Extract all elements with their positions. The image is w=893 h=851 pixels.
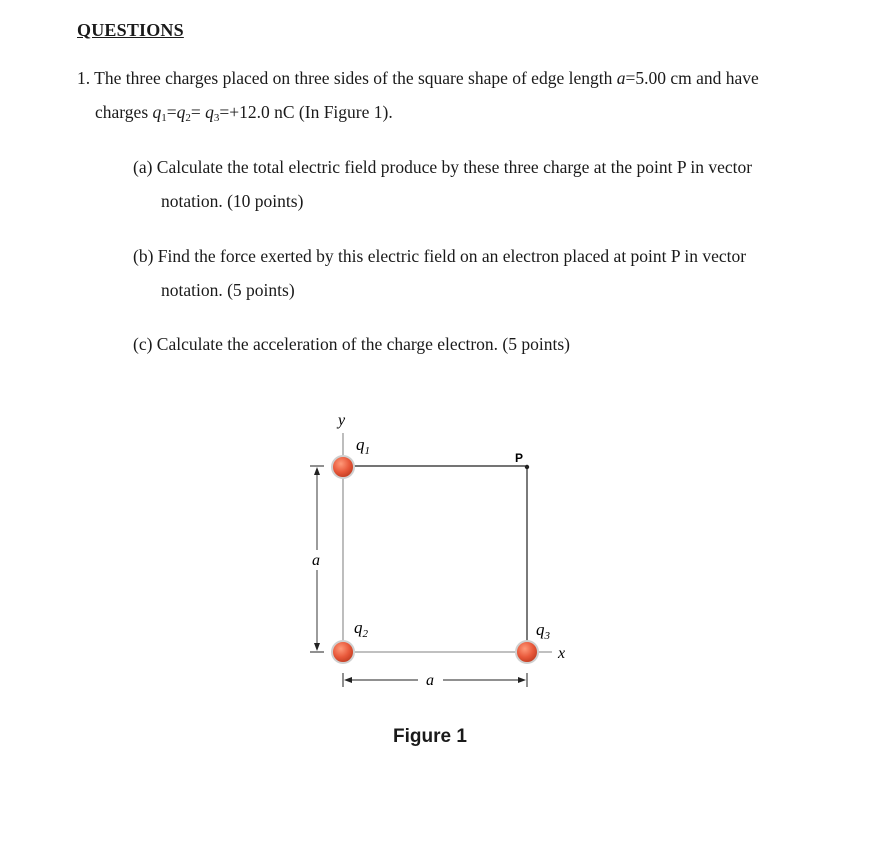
charge-q1-subscript: 1 [161, 112, 167, 124]
question-1-text: 1. The three charges placed on three sides of the square shape of edge length [77, 68, 617, 88]
charge-q2-subscript: 2 [185, 112, 191, 124]
horizontal-dimension [343, 673, 527, 687]
q1-label: $q_1$ [356, 435, 370, 457]
point-p-label: P [515, 451, 524, 465]
charge-q2-symbol: q [176, 102, 186, 122]
part-b-line-1: (b) Find the force exerted by this electric field on an electron placed at point P in vector [133, 246, 747, 266]
figure-1-diagram [290, 405, 610, 705]
vertical-side-label: a [312, 552, 320, 569]
question-1-line-1 [77, 68, 759, 89]
q3-label: $q_3$ [536, 620, 550, 642]
horizontal-side-label: a [426, 672, 434, 689]
x-axis-label: x [558, 645, 566, 662]
q2-label: $q_2$ [354, 618, 368, 640]
charge-q3 [516, 641, 538, 663]
charge-q2 [332, 641, 354, 663]
charge-q1-symbol: q [152, 102, 162, 122]
figure-caption: Figure 1 [393, 726, 467, 747]
charges-label: charges [95, 102, 153, 122]
equals-sign: = [190, 102, 206, 122]
edge-length-variable: a [616, 68, 626, 88]
y-axis-label: y [338, 412, 346, 429]
point-p-dot [525, 465, 529, 469]
charge-q3-symbol: q [205, 102, 214, 122]
edge-length-value: =5.00 cm and have [625, 68, 759, 88]
part-b-line-2: notation. (5 points) [161, 280, 295, 300]
charge-q3-subscript: 3 [213, 112, 220, 124]
part-a-line-1: (a) Calculate the total electric field produce by these three charge at the point P in vector [133, 157, 753, 177]
equals-sign: = [166, 102, 177, 122]
page-heading: QUESTIONS [77, 20, 184, 40]
question-1-line-2 [95, 102, 393, 123]
charge-q1 [332, 456, 354, 478]
charge-value-text: =+12.0 nC (In Figure 1). [219, 102, 393, 122]
part-a-line-2: notation. (10 points) [161, 191, 304, 211]
part-c-line-1: (c) Calculate the acceleration of the charge electron. (5 points) [133, 334, 570, 354]
